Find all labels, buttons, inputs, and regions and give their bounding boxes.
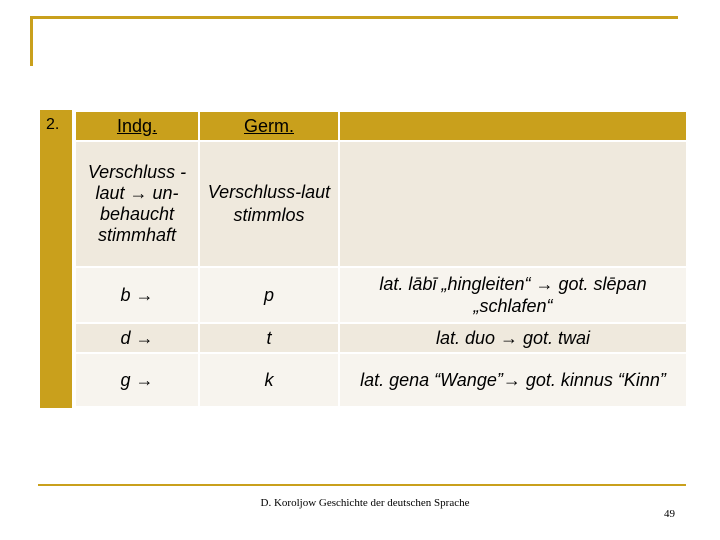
cell-example: lat. gena “Wange”→ got. kinnus “Kinn” [339, 353, 687, 407]
cell-indg: g → [75, 353, 199, 407]
header-germ: Germ. [199, 111, 339, 141]
cell-germ: t [199, 323, 339, 353]
table-row [75, 267, 687, 323]
cell-indg: b → [75, 267, 199, 323]
table-row [75, 323, 687, 353]
table-row [75, 353, 687, 407]
row-number-cell [40, 110, 72, 408]
cell-germ-desc [199, 141, 339, 267]
cell-indg-desc [75, 141, 199, 267]
footer-caption: D. Koroljow Geschichte der deutschen Sprache [260, 497, 470, 509]
top-decor-line [30, 16, 678, 19]
cell-empty [339, 141, 687, 267]
cell-example: lat. duo → got. twai [339, 323, 687, 353]
left-decor-line [30, 16, 33, 66]
cell-germ: k [199, 353, 339, 407]
page-number: 49 [664, 508, 675, 520]
sound-shift-table [74, 110, 688, 408]
table-row [75, 141, 687, 267]
header-empty [339, 111, 687, 141]
cell-germ: p [199, 267, 339, 323]
germ-desc-text: Verschluss-laut stimmlos [207, 182, 331, 225]
header-indg: Indg. [75, 111, 199, 141]
cell-example: lat. lābī „hingleiten“ → got. slēpan „schlafen“ [339, 267, 687, 323]
table-header-row [75, 111, 687, 141]
indg-desc-text: Verschluss -laut → un-behaucht stimmhaft [87, 162, 187, 245]
cell-indg: d → [75, 323, 199, 353]
row-number: 2. [46, 116, 60, 133]
footer-line [38, 484, 686, 486]
